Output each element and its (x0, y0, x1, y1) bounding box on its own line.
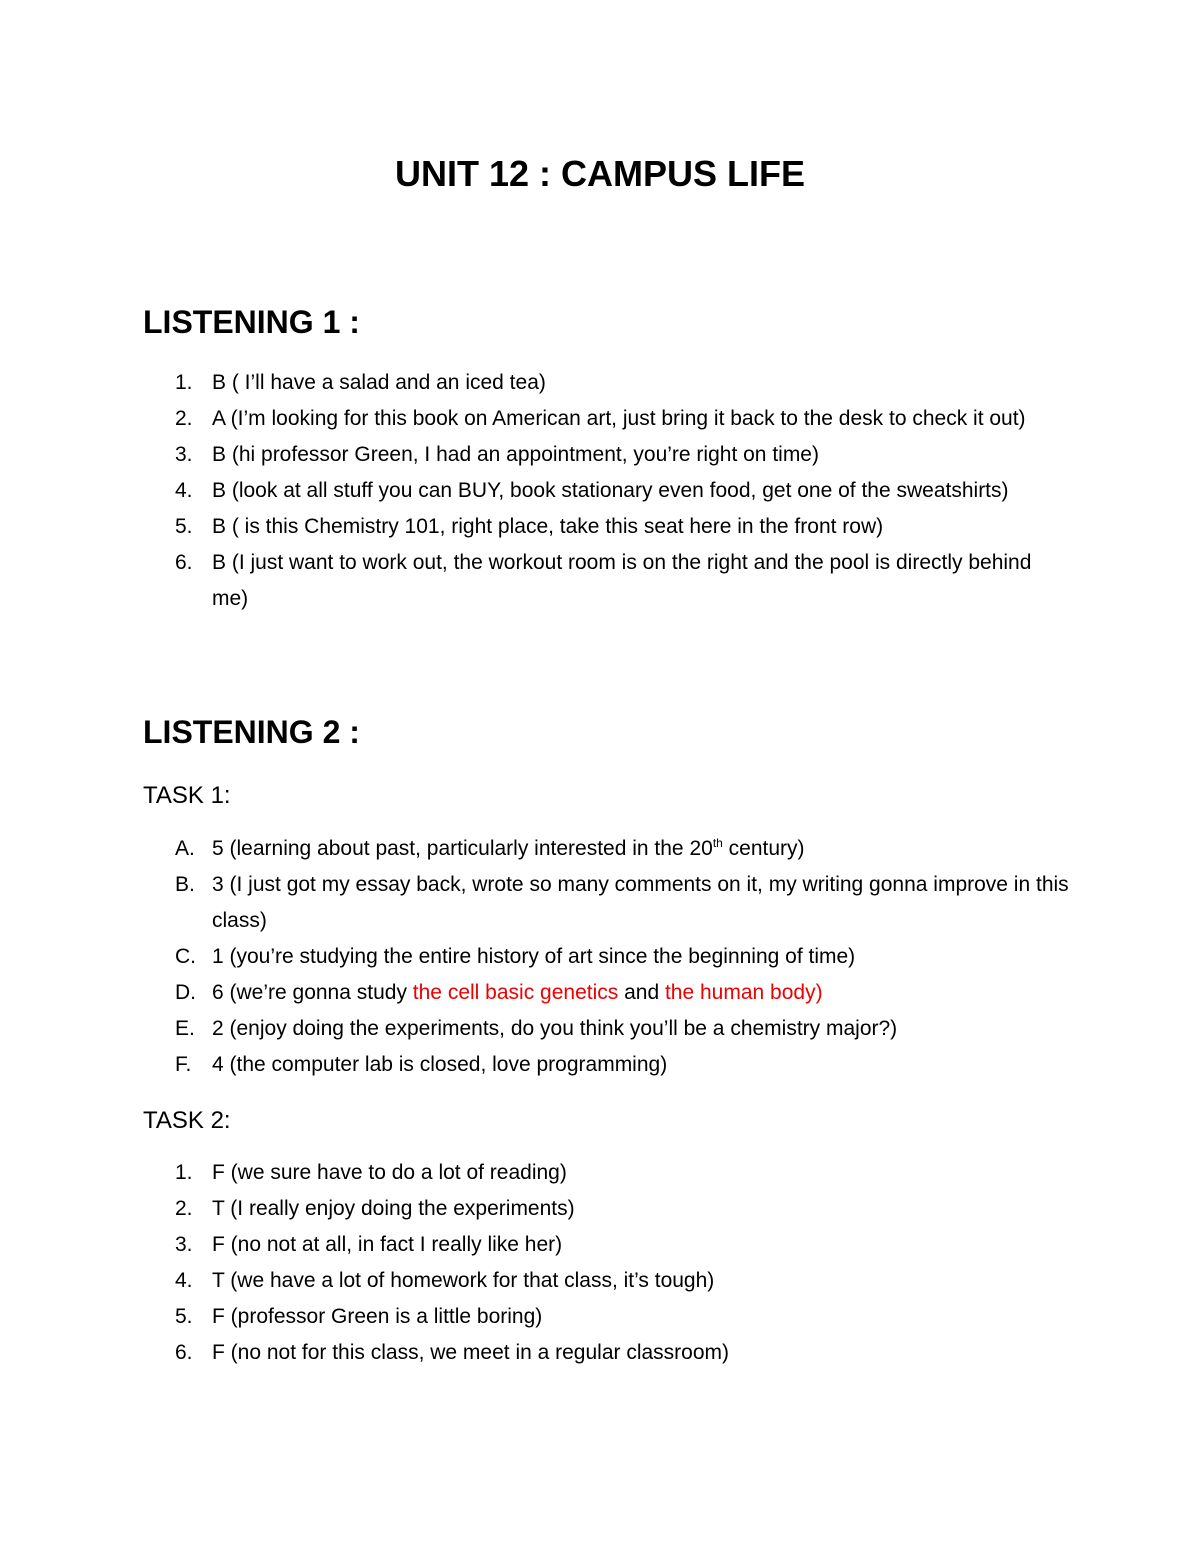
list-item-text-part: century) (722, 837, 805, 860)
list-marker: 2. (175, 1197, 193, 1220)
list-item (143, 1335, 1073, 1371)
list-item (143, 975, 1073, 1011)
document-title: UNIT 12 : CAMPUS LIFE (394, 153, 806, 194)
list-item-text: 4 (the computer lab is closed, love programming) (212, 1053, 668, 1076)
list-item (143, 939, 1073, 975)
list-marker: 3. (175, 443, 193, 466)
task-1-heading: TASK 1: (143, 782, 231, 809)
list-item-text-part: 5 (learning about past, particularly interested in the 20 (212, 837, 713, 860)
list-item (143, 365, 1073, 401)
highlighted-text: the cell basic genetics (412, 981, 619, 1004)
list-item-text: 1 (you’re studying the entire history of art since the beginning of time) (212, 945, 856, 968)
list-item-text: B ( is this Chemistry 101, right place, take this seat here in the front row) (212, 515, 884, 538)
list-item (143, 1047, 1073, 1083)
list-item-text-part: and (618, 981, 665, 1004)
list-marker: 6. (175, 1341, 193, 1364)
list-marker: 5. (175, 1305, 193, 1328)
list-item (143, 545, 1073, 617)
list-marker: 1. (175, 371, 193, 394)
list-item-text: A (I’m looking for this book on American art, just bring it back to the desk to check it out) (212, 407, 1026, 430)
task-2-list (143, 1155, 1073, 1371)
list-item-text: T (I really enjoy doing the experiments) (212, 1197, 575, 1220)
list-item-text: F (no not at all, in fact I really like her) (212, 1233, 563, 1256)
list-item (143, 831, 1073, 867)
list-marker: 1. (175, 1161, 193, 1184)
list-item-text: B ( I’ll have a salad and an iced tea) (212, 371, 546, 394)
list-item-text: B (hi professor Green, I had an appointment, you’re right on time) (212, 443, 819, 466)
highlighted-text: the human body) (664, 981, 823, 1004)
task-1-list (143, 831, 1073, 1083)
list-item (143, 1155, 1073, 1191)
list-item (143, 867, 1073, 939)
ordinal-suffix: th (712, 836, 723, 850)
list-item (143, 509, 1073, 545)
listening-1-heading: LISTENING 1 : (143, 304, 360, 340)
list-item (143, 437, 1073, 473)
listening-1-list (143, 365, 1073, 617)
list-item-text: T (we have a lot of homework for that class, it’s tough) (212, 1269, 715, 1292)
list-marker: 3. (175, 1233, 193, 1256)
list-item (143, 401, 1073, 437)
list-item-text-part: 6 (we’re gonna study (212, 981, 413, 1004)
list-item-text (212, 831, 1073, 867)
list-item (143, 1227, 1073, 1263)
list-marker: F. (175, 1053, 192, 1076)
list-marker: E. (175, 1017, 195, 1040)
list-item-text: B (I just want to work out, the workout room is on the right and the pool is directly behind me) (212, 551, 1032, 610)
list-marker: 6. (175, 551, 193, 574)
list-item (143, 473, 1073, 509)
list-item-text: 2 (enjoy doing the experiments, do you think you’ll be a chemistry major?) (212, 1017, 898, 1040)
listening-2-heading: LISTENING 2 : (143, 714, 360, 750)
task-2-heading: TASK 2: (143, 1107, 231, 1134)
list-item (143, 1011, 1073, 1047)
list-item (143, 1263, 1073, 1299)
list-marker: D. (175, 981, 196, 1004)
list-item-text: F (no not for this class, we meet in a regular classroom) (212, 1341, 730, 1364)
list-item-text: F (professor Green is a little boring) (212, 1305, 543, 1328)
list-marker: 4. (175, 479, 193, 502)
list-marker: 2. (175, 407, 193, 430)
list-marker: A. (175, 837, 195, 860)
list-item (143, 1299, 1073, 1335)
list-marker: C. (175, 945, 196, 968)
list-item-text: F (we sure have to do a lot of reading) (212, 1161, 567, 1184)
list-item-text: B (look at all stuff you can BUY, book stationary even food, get one of the sweatshirts) (212, 479, 1009, 502)
list-marker: B. (175, 873, 195, 896)
list-item-text: 3 (I just got my essay back, wrote so many comments on it, my writing gonna improve in this class) (212, 873, 1069, 932)
list-item-text (212, 975, 1073, 1011)
list-marker: 5. (175, 515, 193, 538)
list-marker: 4. (175, 1269, 193, 1292)
list-item (143, 1191, 1073, 1227)
